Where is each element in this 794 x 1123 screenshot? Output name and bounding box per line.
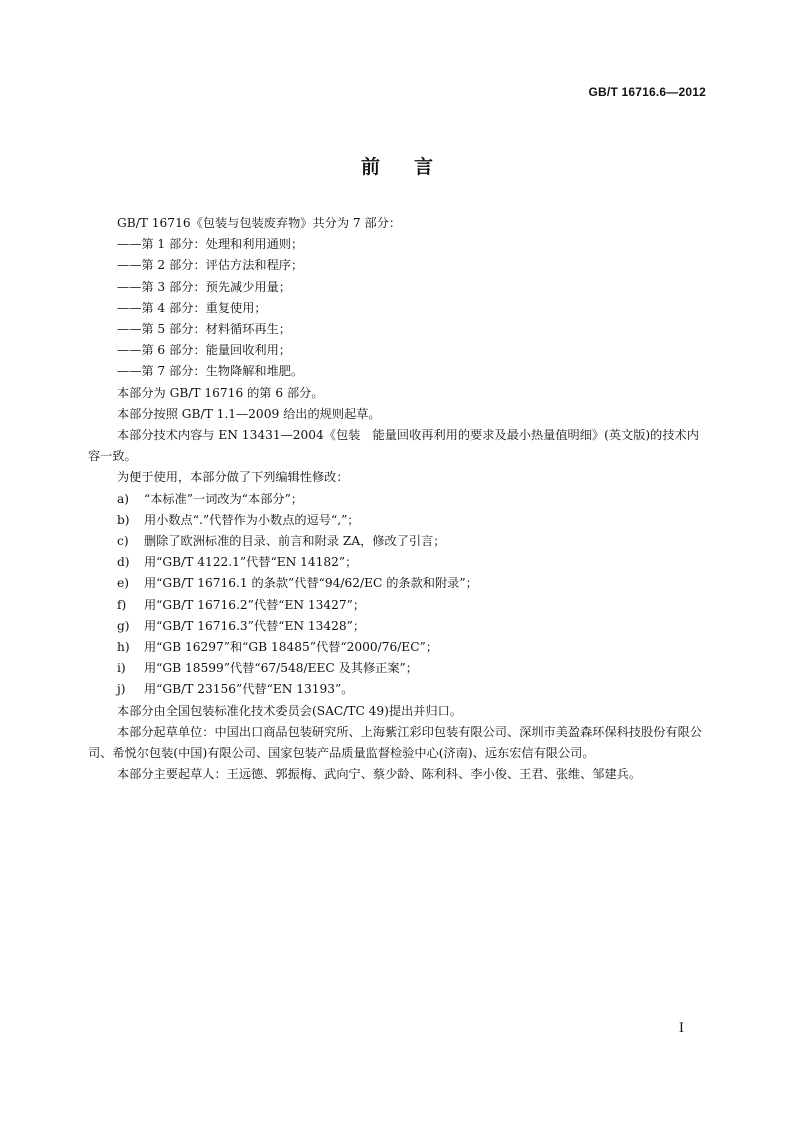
list-item: [88, 531, 706, 552]
page-number: I: [678, 1021, 684, 1036]
list-item: [88, 616, 706, 637]
proposer-statement: 本部分由全国包装标准化技术委员会(SAC/TC 49)提出并归口。: [117, 703, 463, 718]
list-item: [88, 637, 706, 658]
document-body: [88, 213, 706, 785]
list-marker: a): [117, 491, 130, 506]
list-marker: f): [117, 597, 127, 612]
list-item-text: 用“GB/T 16716.1 的条款”代替“94/62/EC 的条款和附录”；: [144, 576, 478, 591]
part-statement: 本部分为 GB/T 16716 的第 6 部分。: [117, 385, 324, 400]
list-item: ——第 5 部分：材料循环再生；: [117, 322, 291, 337]
list-item-text: 用“GB/T 16716.3”代替“EN 13428”；: [144, 618, 366, 633]
standard-code: GB/T 16716.6—2012: [588, 85, 706, 99]
list-item-text: 用“GB 16297”和“GB 18485”代替“2000/76/EC”；: [144, 640, 438, 655]
list-item-text: 用“GB/T 23156”代替“EN 13193”。: [144, 682, 354, 697]
list-marker: e): [117, 576, 129, 591]
drafters-statement: 本部分主要起草人：王远德、郭振梅、武向宁、蔡少龄、陈利科、李小俊、王君、张维、邹建兵。: [117, 767, 642, 782]
list-marker: i): [117, 661, 126, 676]
list-item: ——第 7 部分：生物降解和堆肥。: [117, 364, 304, 379]
list-item: ——第 3 部分：预先减少用量；: [117, 279, 291, 294]
list-item: [88, 510, 706, 531]
equivalence-statement: 本部分技术内容与 EN 13431—2004《包装 能量回收再利用的要求及最小热量值明细》(英文版)的技术内容一致。: [88, 428, 699, 464]
page-title: 前言: [360, 156, 467, 178]
list-item: [88, 595, 706, 616]
intro-paragraph: GB/T 16716《包装与包装废弃物》共分为 7 部分：: [117, 216, 402, 230]
list-item: [88, 679, 706, 700]
list-item: [88, 552, 706, 573]
list-marker: c): [117, 534, 129, 549]
list-item-text: “本标准”一词改为“本部分”；: [144, 491, 303, 506]
list-item: [88, 658, 706, 679]
list-item: ——第 2 部分：评估方法和程序；: [117, 258, 304, 273]
list-item: ——第 6 部分：能量回收利用；: [117, 343, 291, 358]
edit-intro: 为便于使用，本部分做了下列编辑性修改：: [117, 470, 349, 485]
list-marker: b): [117, 512, 130, 527]
drafting-units-statement: 本部分起草单位：中国出口商品包装研究所、上海紫江彩印包装有限公司、深圳市美盈森环保科技股份有限公司、希悦尔包装(中国)有限公司、国家包装产品质量监督检验中心(济南)、远东宏信有限公司。: [88, 724, 702, 761]
list-item: ——第 4 部分：重复使用；: [117, 300, 267, 315]
list-item-text: 用“GB/T 4122.1”代替“EN 14182”；: [144, 555, 358, 570]
list-item: [88, 489, 706, 510]
edits-list: [88, 489, 706, 701]
list-marker: h): [117, 640, 130, 655]
parts-list: [88, 234, 706, 382]
list-marker: d): [117, 555, 130, 570]
drafting-rules-statement: 本部分按照 GB/T 1.1—2009 给出的规则起草。: [117, 406, 381, 421]
list-item: [88, 573, 706, 594]
list-item-text: 删除了欧洲标准的目录、前言和附录 ZA，修改了引言；: [144, 534, 446, 549]
list-item-text: 用“GB/T 16716.2”代替“EN 13427”；: [144, 597, 366, 612]
list-marker: g): [117, 618, 130, 633]
list-marker: j): [117, 682, 126, 697]
list-item-text: 用小数点“.”代替作为小数点的逗号“,”；: [144, 512, 360, 527]
list-item: ——第 1 部分：处理和利用通则；: [117, 237, 304, 252]
list-item-text: 用“GB 18599”代替“67/548/EEC 及其修正案”；: [144, 661, 418, 676]
